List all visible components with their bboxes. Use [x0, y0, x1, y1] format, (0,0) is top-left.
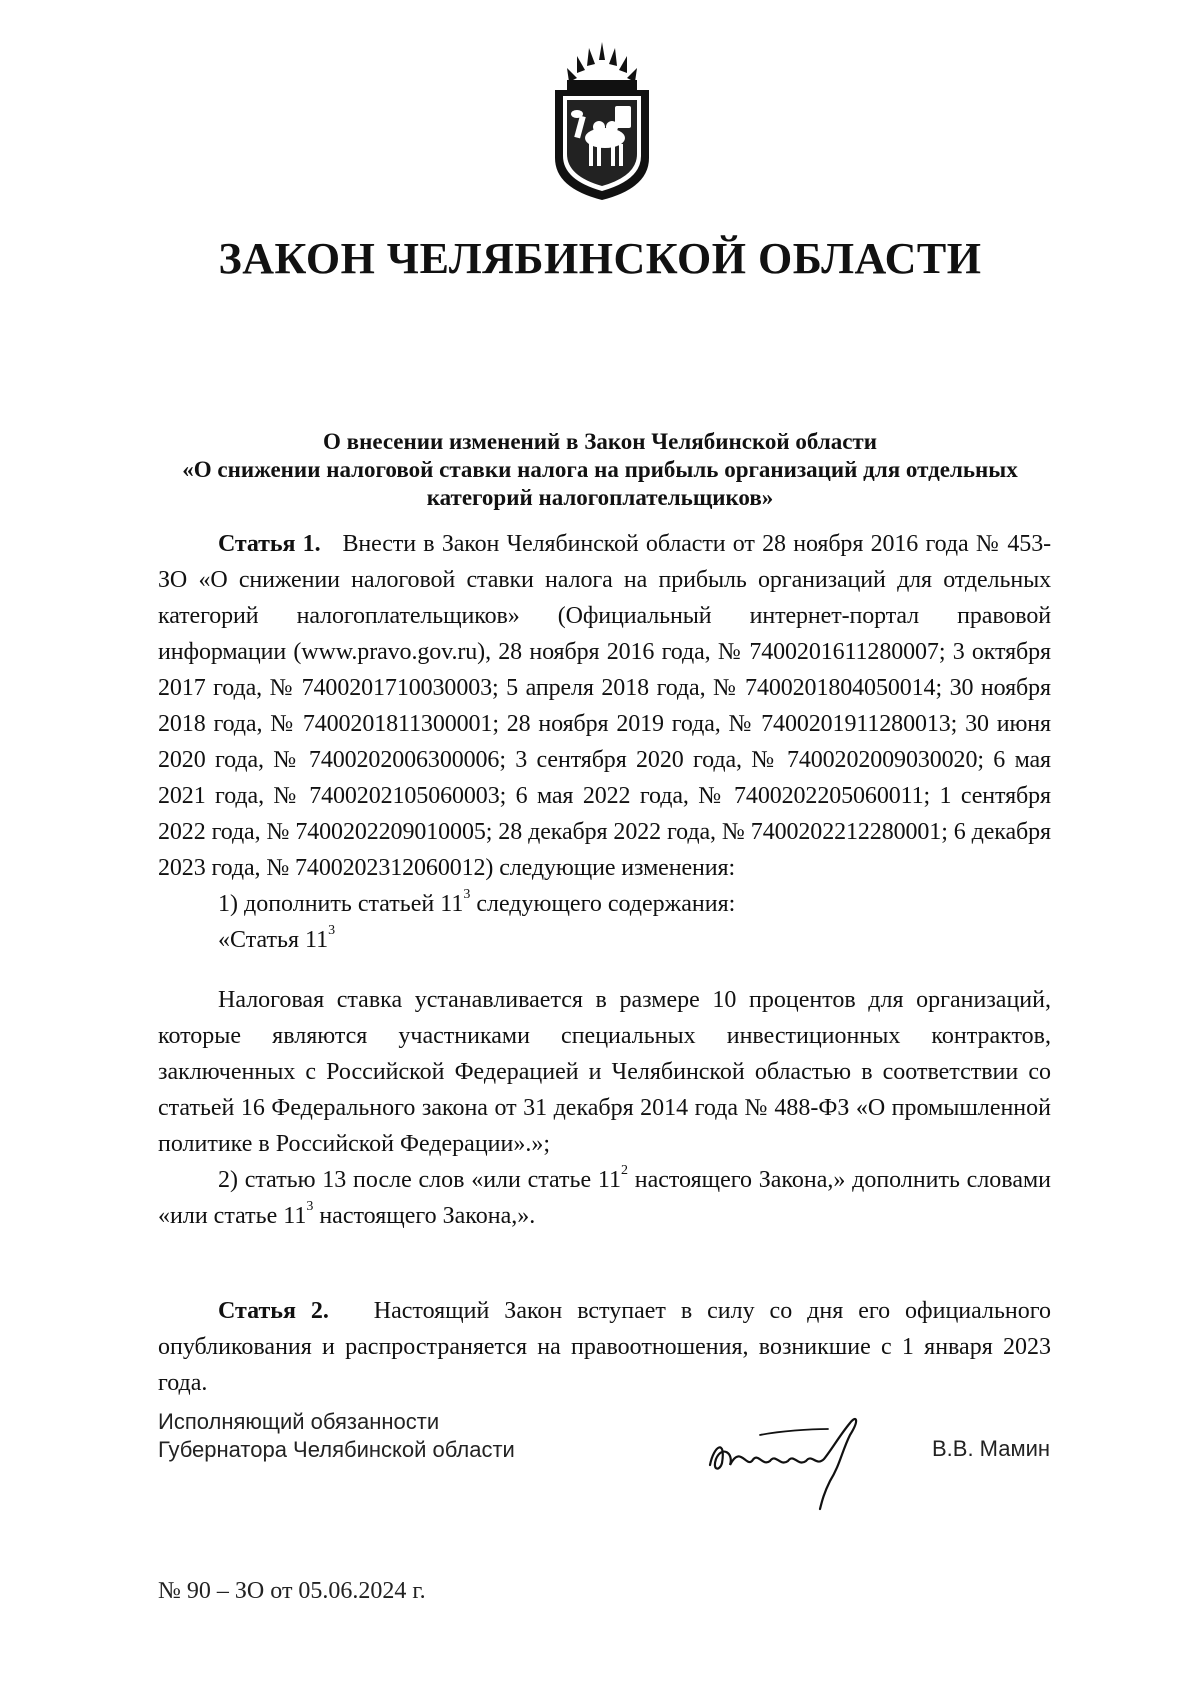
article-2: [158, 1293, 1051, 1401]
article-1-text: Внести в Закон Челябинской области от 28 ноября 2016 года № 453-ЗО «О снижении налоговой ставки налога на прибыль организаций для отдельных категорий налогоплательщиков» (Официальный интернет-портал правовой информации (www.pravo.gov.ru), 28 ноября 2016 года, № 7400201611280007; 3 октября 2017 года, № 7400201710030003; 5 апреля 2018 года, № 7400201804050014; 30 ноября 2018 года, № 7400201811300001; 28 ноября 2019 года, № 7400201911280013; 30 июня 2020 года, № 7400202006300006; 3 сентября 2020 года, № 7400202009030020; 6 мая 2021 года, № 7400202105060003; 6 мая 2022 года, № 7400202205060011; 1 сентября 2022 года, № 7400202209010005; 28 декабря 2022 года, № 7400202212280001; 6 декабря 2023 года, № 7400202312060012) следующие изменения:: [158, 531, 1052, 881]
new-article-text: Налоговая ставка устанавливается в размере 10 процентов для организаций, которые являются участниками специальных инвестиционных контрактов, заключенных с Российской Федерацией и Челябинской областью в соответствии со статьей 16 Федерального закона от 31 декабря 2014 года № 488-ФЗ «О промышленной политике в Российской Федерации».»;: [158, 987, 1051, 1157]
subtitle-line-3: категорий налогоплательщиков»: [426, 485, 774, 510]
signatory-name: В.В. Мамин: [932, 1436, 1051, 1461]
law-subtitle: [150, 428, 1050, 512]
new-article-heading: «Статья $11^3$: [218, 923, 336, 953]
amendment-item-1: 1) дополнить статьей $11^3$ следующего содержания:: [218, 887, 736, 917]
article-1: [158, 526, 1051, 1234]
article-2-text: Настоящий Закон вступает в силу со дня его официального опубликования и распространяется на правоотношения, возникшие с 1 января 2023 года.: [158, 1298, 1052, 1396]
handwritten-signature: [700, 1405, 890, 1515]
position-line-1: Исполняющий обязанности: [158, 1409, 440, 1434]
amendment-item-2: 2) статью 13 после слов «или статье $11^2$ настоящего Закона,» дополнить словами «или статье $11^3$ настоящего Закона,».: [158, 1163, 1052, 1229]
document-title: ЗАКОН ЧЕЛЯБИНСКОЙ ОБЛАСТИ: [218, 234, 982, 283]
article-1-paragraph: [158, 526, 1051, 886]
position-line-2: Губернатора Челябинской области: [158, 1437, 515, 1462]
article-2-label: Статья 2.: [218, 1298, 329, 1324]
article-2-paragraph: [158, 1293, 1051, 1401]
subtitle-line-2: «О снижении налоговой ставки налога на прибыль организаций для отдельных: [182, 457, 1018, 482]
law-number-and-date: № 90 – ЗО от 05.06.2024 г.: [158, 1578, 426, 1604]
spacer: [158, 958, 1051, 982]
article-1-label: Статья 1.: [218, 531, 321, 557]
subtitle-line-1: О внесении изменений в Закон Челябинской области: [323, 429, 877, 454]
chelyabinsk-coat-of-arms-icon: [547, 40, 657, 202]
signatory-position: [158, 1408, 515, 1464]
